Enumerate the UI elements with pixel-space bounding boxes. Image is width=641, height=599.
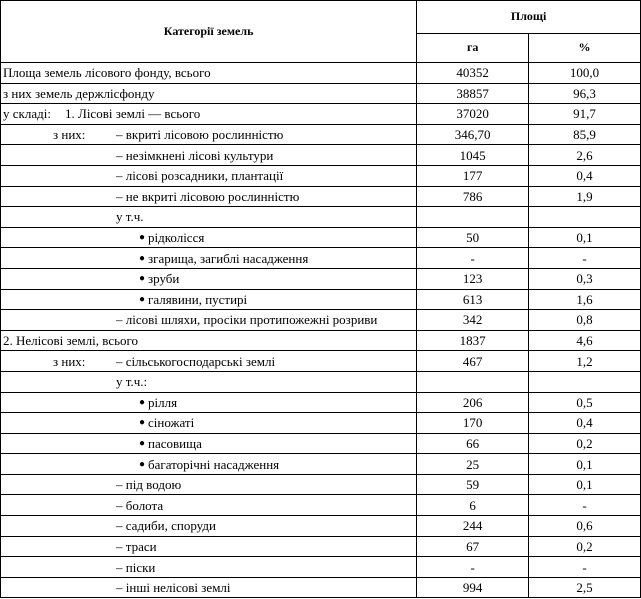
row-label: пасовища — [148, 435, 202, 451]
row-label: – болота — [116, 497, 164, 513]
hectares-cell: 25 — [417, 454, 529, 475]
category-cell — [1, 474, 417, 495]
row-label: у т.ч.: — [116, 374, 148, 390]
row-label: – піски — [116, 559, 156, 575]
hectares-cell: 1045 — [417, 145, 529, 166]
category-cell — [1, 124, 417, 145]
category-cell — [1, 104, 417, 125]
row-label: 1. Лісові землі — всього — [65, 106, 201, 122]
percent-cell: 1,2 — [529, 351, 641, 372]
percent-header: % — [529, 33, 641, 62]
table-row — [1, 351, 641, 372]
area-header: Площі — [417, 1, 641, 34]
hectares-cell: 59 — [417, 474, 529, 495]
row-label: у т.ч. — [116, 209, 144, 225]
table-row — [1, 454, 641, 475]
row-label: – траси — [116, 538, 157, 554]
hectares-cell: 40352 — [417, 63, 529, 84]
table-row — [1, 248, 641, 269]
bullet-icon: ● — [138, 273, 146, 285]
percent-cell: 96,3 — [529, 83, 641, 104]
table-row — [1, 371, 641, 392]
bullet-icon: ● — [138, 396, 146, 408]
table-row — [1, 63, 641, 84]
hectares-cell: 206 — [417, 392, 529, 413]
category-cell — [1, 165, 417, 186]
table-row — [1, 516, 641, 537]
hectares-cell: 467 — [417, 351, 529, 372]
row-label: сіножаті — [148, 415, 195, 431]
percent-cell: 0,6 — [529, 516, 641, 537]
category-cell — [1, 207, 417, 228]
percent-cell — [529, 371, 641, 392]
bullet-icon: ● — [138, 252, 146, 264]
percent-cell: 0,1 — [529, 474, 641, 495]
category-cell — [1, 145, 417, 166]
hectares-cell: 613 — [417, 289, 529, 310]
percent-cell — [529, 207, 641, 228]
category-cell — [1, 186, 417, 207]
row-label: – інші нелісові землі — [116, 580, 231, 596]
table-row — [1, 577, 641, 598]
category-cell — [1, 413, 417, 434]
table-row — [1, 310, 641, 331]
hectares-cell: 342 — [417, 310, 529, 331]
table-row — [1, 330, 641, 351]
category-cell — [1, 433, 417, 454]
bullet-icon: ● — [138, 232, 146, 244]
hectares-cell: 123 — [417, 268, 529, 289]
category-cell — [1, 516, 417, 537]
bullet-icon: ● — [138, 293, 146, 305]
table-row — [1, 433, 641, 454]
category-cell — [1, 268, 417, 289]
category-cell — [1, 310, 417, 331]
row-prefix: з них: — [53, 353, 86, 369]
hectares-cell: 786 — [417, 186, 529, 207]
category-cell — [1, 557, 417, 578]
category-cell — [1, 495, 417, 516]
percent-cell: 0,2 — [529, 536, 641, 557]
row-label: – лісові шляхи, просіки протипожежні розриви — [116, 312, 378, 328]
table-row — [1, 145, 641, 166]
hectares-cell: 38857 — [417, 83, 529, 104]
category-cell — [1, 454, 417, 475]
hectares-cell: 994 — [417, 577, 529, 598]
category-cell — [1, 330, 417, 351]
row-label: – вкриті лісовою рослинністю — [116, 127, 284, 143]
category-cell — [1, 83, 417, 104]
category-cell — [1, 392, 417, 413]
category-header: Категорії земель — [1, 1, 417, 63]
bullet-icon: ● — [138, 437, 146, 449]
hectares-cell: - — [417, 557, 529, 578]
percent-cell: 0,4 — [529, 165, 641, 186]
row-label: згарища, загиблі насадження — [148, 250, 309, 266]
hectares-cell: 244 — [417, 516, 529, 537]
table-row — [1, 124, 641, 145]
percent-cell: - — [529, 248, 641, 269]
row-label: – садиби, споруди — [116, 518, 216, 534]
table-row — [1, 557, 641, 578]
hectares-header: га — [417, 33, 529, 62]
row-label: з них земель держлісфонду — [3, 85, 155, 101]
percent-cell: 1,6 — [529, 289, 641, 310]
percent-cell: 2,5 — [529, 577, 641, 598]
percent-cell: - — [529, 557, 641, 578]
hectares-cell: 177 — [417, 165, 529, 186]
row-label: зруби — [148, 271, 180, 287]
table-row — [1, 104, 641, 125]
row-prefix: з них: — [53, 127, 86, 143]
percent-cell: 85,9 — [529, 124, 641, 145]
table-row — [1, 289, 641, 310]
table-row — [1, 83, 641, 104]
hectares-cell: 346,70 — [417, 124, 529, 145]
table-row — [1, 474, 641, 495]
row-label: – не вкриті лісовою рослинністю — [116, 188, 300, 204]
category-cell — [1, 289, 417, 310]
hectares-cell — [417, 207, 529, 228]
percent-cell: 0,3 — [529, 268, 641, 289]
table-row — [1, 207, 641, 228]
percent-cell: 0,1 — [529, 454, 641, 475]
percent-cell: 0,5 — [529, 392, 641, 413]
hectares-cell: 6 — [417, 495, 529, 516]
hectares-cell: 50 — [417, 227, 529, 248]
table-row — [1, 268, 641, 289]
table-row — [1, 227, 641, 248]
percent-cell: 2,6 — [529, 145, 641, 166]
category-cell — [1, 371, 417, 392]
table-row — [1, 392, 641, 413]
category-cell — [1, 351, 417, 372]
percent-cell: 1,9 — [529, 186, 641, 207]
percent-cell: 0,8 — [529, 310, 641, 331]
bullet-icon: ● — [138, 458, 146, 470]
category-cell — [1, 63, 417, 84]
table-row — [1, 186, 641, 207]
row-label: – під водою — [116, 477, 182, 493]
category-cell — [1, 577, 417, 598]
percent-cell: 91,7 — [529, 104, 641, 125]
category-cell — [1, 536, 417, 557]
row-label: – сільськогосподарські землі — [116, 353, 276, 369]
table-row — [1, 165, 641, 186]
percent-cell: 4,6 — [529, 330, 641, 351]
row-label: багаторічні насадження — [148, 456, 280, 472]
row-label: – лісові розсадники, плантації — [116, 168, 284, 184]
category-cell — [1, 227, 417, 248]
bullet-icon: ● — [138, 417, 146, 429]
row-prefix: у складі: — [3, 106, 51, 122]
row-label: – незімкнені лісові культури — [116, 147, 274, 163]
hectares-cell: - — [417, 248, 529, 269]
row-label: рідколісся — [148, 230, 205, 246]
row-label: галявини, пустирі — [148, 291, 248, 307]
row-label: 2. Нелісові землі, всього — [3, 333, 139, 349]
percent-cell: 0,2 — [529, 433, 641, 454]
percent-cell: 0,4 — [529, 413, 641, 434]
percent-cell: 100,0 — [529, 63, 641, 84]
table-row — [1, 495, 641, 516]
row-label: рілля — [148, 394, 178, 410]
table-row — [1, 536, 641, 557]
percent-cell: - — [529, 495, 641, 516]
row-label: Площа земель лісового фонду, всього — [3, 65, 211, 81]
hectares-cell: 66 — [417, 433, 529, 454]
table-body — [1, 63, 641, 598]
hectares-cell: 37020 — [417, 104, 529, 125]
hectares-cell: 170 — [417, 413, 529, 434]
hectares-cell: 67 — [417, 536, 529, 557]
hectares-cell — [417, 371, 529, 392]
hectares-cell: 1837 — [417, 330, 529, 351]
table-row — [1, 413, 641, 434]
category-cell — [1, 248, 417, 269]
percent-cell: 0,1 — [529, 227, 641, 248]
